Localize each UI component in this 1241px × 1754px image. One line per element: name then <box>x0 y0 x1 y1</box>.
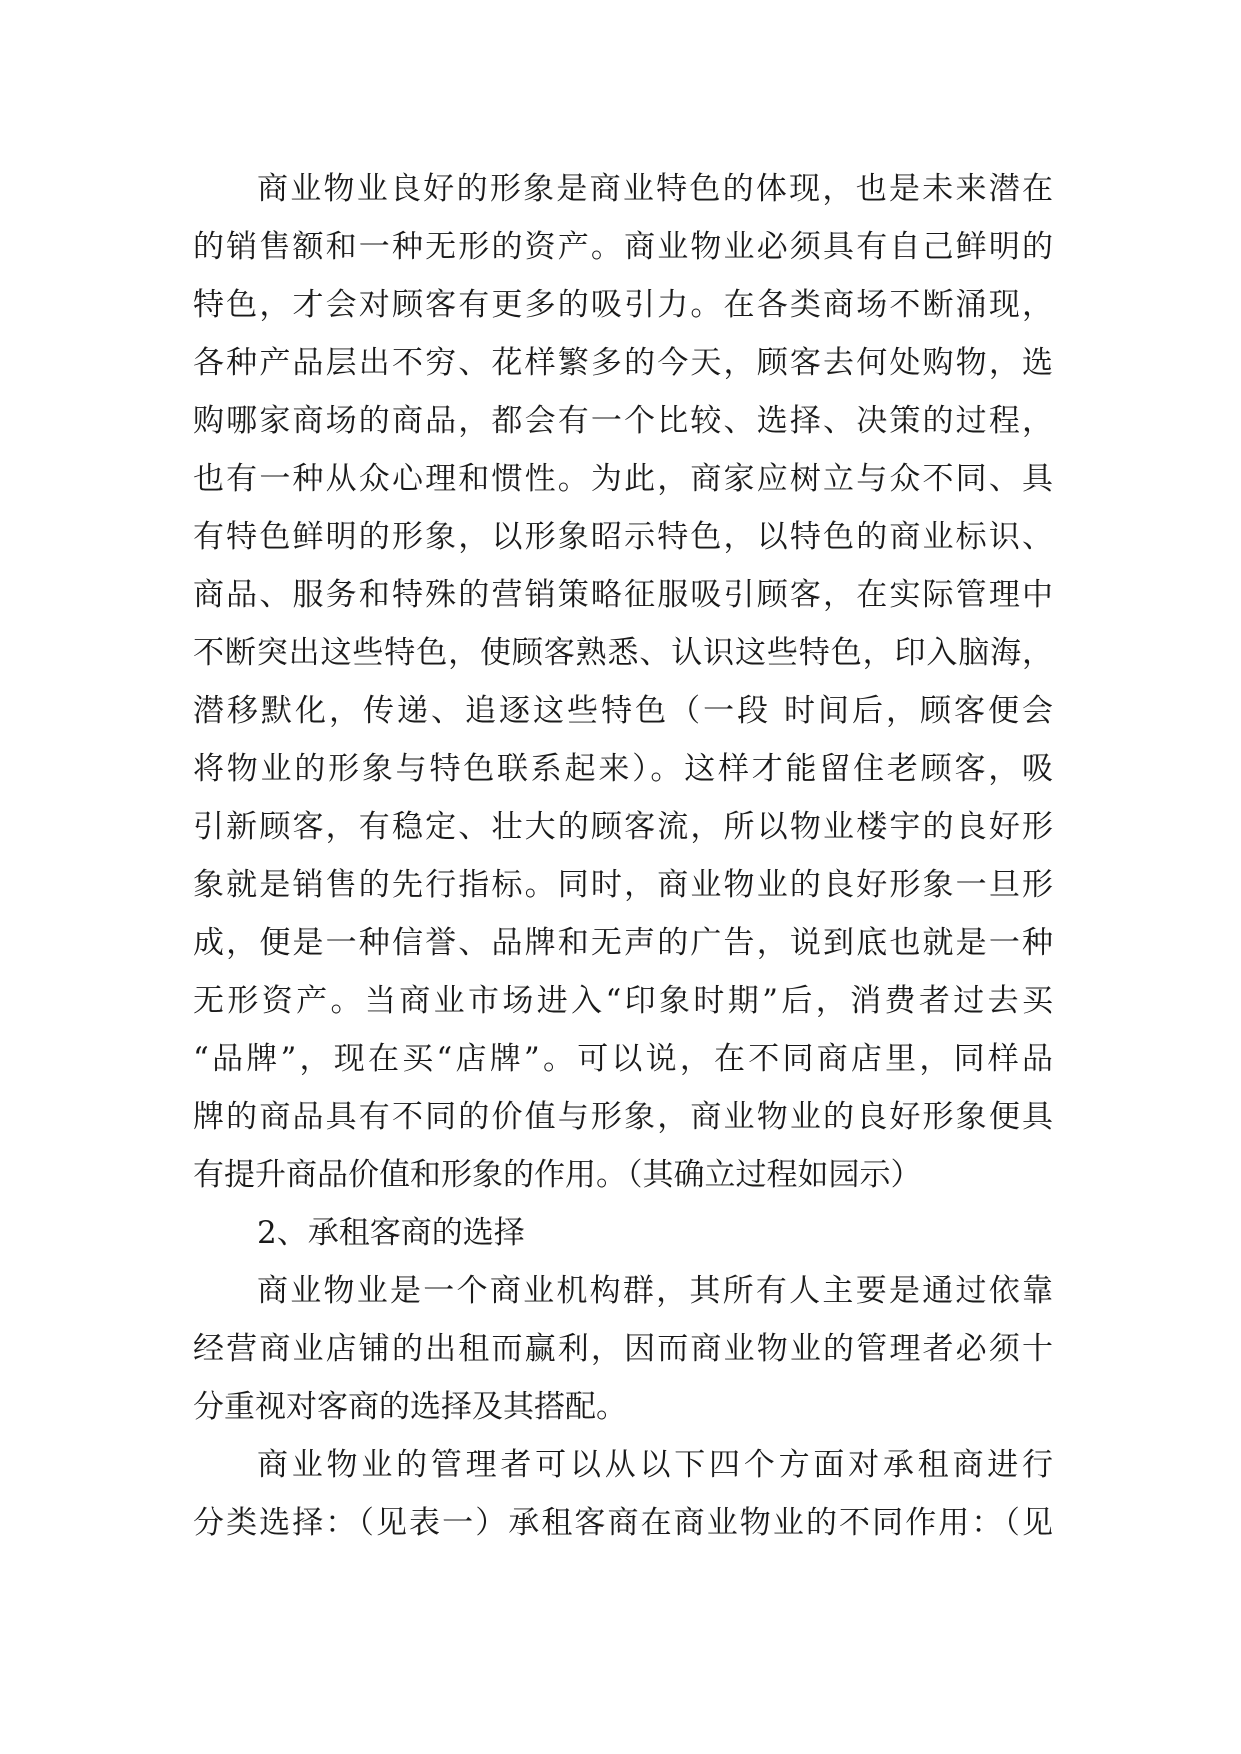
text-line: 引新顾客，有稳定、壮大的顾客流，所以物业楼宇的良好形 <box>193 809 1053 845</box>
text-line: 分类选择：（见表一）承租客商在商业物业的不同作用：（见 <box>193 1505 1053 1541</box>
text-line: 潜移默化，传递、追逐这些特色（一段 时间后，顾客便会 <box>193 693 1053 729</box>
text-line: 商业物业良好的形象是商业特色的体现，也是未来潜在 <box>257 171 1053 207</box>
text-line: 商业物业的管理者可以从以下四个方面对承租商进行 <box>257 1447 1053 1483</box>
text-line: 有特色鲜明的形象，以形象昭示特色，以特色的商业标识、 <box>193 519 1053 555</box>
text-line: 分重视对客商的选择及其搭配。 <box>193 1389 627 1425</box>
text-line: 特色，才会对顾客有更多的吸引力。在各类商场不断涌现， <box>193 287 1053 323</box>
text-line: “品牌”，现在买“店牌”。可以说，在不同商店里，同样品 <box>193 1041 1053 1077</box>
text-line: 各种产品层出不穷、花样繁多的今天，顾客去何处购物，选 <box>193 345 1053 381</box>
text-line: 也有一种从众心理和惯性。为此，商家应树立与众不同、具 <box>193 461 1053 497</box>
text-line: 有提升商品价值和形象的作用。（其确立过程如园示） <box>193 1157 922 1193</box>
text-line: 的销售额和一种无形的资产。商业物业必须具有自己鲜明的 <box>193 229 1053 265</box>
text-line: 2、承租客商的选择 <box>257 1215 525 1251</box>
text-line: 商业物业是一个商业机构群，其所有人主要是通过依靠 <box>257 1273 1053 1309</box>
text-line: 成，便是一种信誉、品牌和无声的广告，说到底也就是一种 <box>193 925 1053 961</box>
text-line: 无形资产。当商业市场进入“印象时期”后，消费者过去买 <box>193 983 1053 1019</box>
text-line: 不断突出这些特色，使顾客熟悉、认识这些特色，印入脑海， <box>193 635 1053 671</box>
text-line: 将物业的形象与特色联系起来）。这样才能留住老顾客，吸 <box>193 751 1053 787</box>
text-line: 象就是销售的先行指标。同时，商业物业的良好形象一旦形 <box>193 867 1053 903</box>
body-text <box>193 160 1053 1552</box>
text-line: 商品、服务和特殊的营销策略征服吸引顾客，在实际管理中 <box>193 577 1053 613</box>
text-line: 经营商业店铺的出租而赢利，因而商业物业的管理者必须十 <box>193 1331 1053 1367</box>
text-line: 牌的商品具有不同的价值与形象，商业物业的良好形象便具 <box>193 1099 1053 1135</box>
text-line: 购哪家商场的商品，都会有一个比较、选择、决策的过程， <box>193 403 1053 439</box>
